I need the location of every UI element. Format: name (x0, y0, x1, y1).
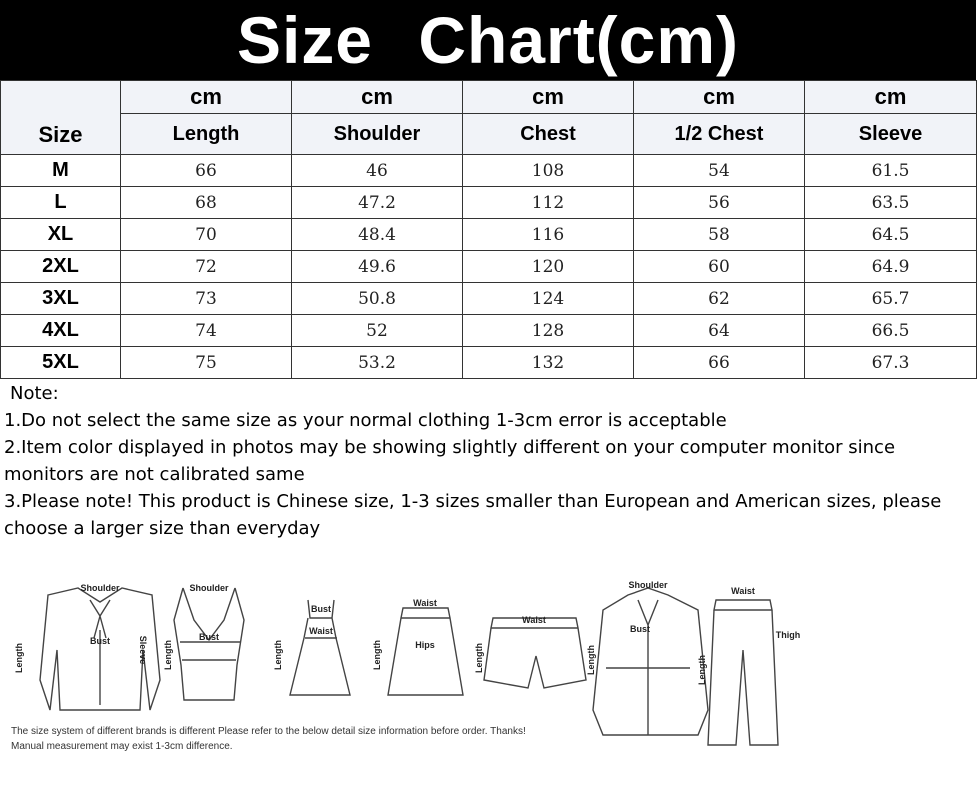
table-cell: 70 (121, 219, 292, 251)
table-cell: 63.5 (805, 187, 977, 219)
label-bust-dress: Bust (311, 604, 331, 614)
unit-row (1, 81, 977, 114)
notes-title: Note: (10, 383, 59, 404)
notes (4, 380, 969, 542)
label-waist-skirt: Waist (413, 598, 437, 608)
table-cell: 60 (634, 251, 805, 283)
table-cell: 58 (634, 219, 805, 251)
table-cell: 66 (121, 155, 292, 187)
table-cell: 120 (463, 251, 634, 283)
trousers-illustration (708, 600, 778, 745)
size-label: L (1, 187, 121, 219)
size-column-header: Size (1, 81, 121, 155)
table-cell: 62 (634, 283, 805, 315)
coat-illustration (593, 588, 708, 735)
column-header-half-chest: 1/2 Chest (634, 114, 805, 155)
unit-header: cm (463, 81, 634, 114)
size-label: 2XL (1, 251, 121, 283)
unit-header: cm (121, 81, 292, 114)
label-length-trousers: Length (697, 655, 707, 685)
size-label: 4XL (1, 315, 121, 347)
label-shoulder-coat: Shoulder (628, 580, 668, 590)
table-cell: 75 (121, 347, 292, 379)
table-cell: 124 (463, 283, 634, 315)
table-cell: 53.2 (292, 347, 463, 379)
table-row (1, 187, 977, 219)
label-shoulder: Shoulder (80, 583, 120, 593)
table-cell: 67.3 (805, 347, 977, 379)
table-cell: 116 (463, 219, 634, 251)
size-label: M (1, 155, 121, 187)
diagram-caption-line2: Manual measurement may exist 1-3cm difference. (11, 741, 233, 752)
size-label: XL (1, 219, 121, 251)
table-cell: 61.5 (805, 155, 977, 187)
page-title: Size Chart(cm) (236, 3, 740, 77)
column-name-row (1, 114, 977, 155)
label-shoulder-tank: Shoulder (189, 583, 229, 593)
label-waist-shorts: Waist (522, 615, 546, 625)
label-hips: Hips (415, 640, 435, 650)
label-length-tank: Length (163, 640, 173, 670)
size-table (0, 80, 977, 379)
measurement-diagram (8, 560, 801, 760)
unit-header: cm (634, 81, 805, 114)
label-length-coat: Length (586, 645, 596, 675)
table-cell: 52 (292, 315, 463, 347)
column-header-shoulder: Shoulder (292, 114, 463, 155)
label-bust-coat: Bust (630, 624, 650, 634)
label-length-dress: Length (273, 640, 283, 670)
label-waist-dress: Waist (309, 626, 333, 636)
column-header-chest: Chest (463, 114, 634, 155)
table-row (1, 315, 977, 347)
table-cell: 50.8 (292, 283, 463, 315)
table-cell: 48.4 (292, 219, 463, 251)
note-item: 2.Item color displayed in photos may be showing slightly different on your computer monitor since monitors are not calibrated same (4, 437, 896, 485)
note-item: 3.Please note! This product is Chinese size, 1-3 sizes smaller than European and American sizes, please choose a larger size than everyday (4, 491, 942, 539)
table-cell: 112 (463, 187, 634, 219)
column-header-length: Length (121, 114, 292, 155)
table-cell: 66.5 (805, 315, 977, 347)
tank-illustration (174, 588, 244, 700)
table-cell: 132 (463, 347, 634, 379)
table-cell: 65.7 (805, 283, 977, 315)
table-row (1, 219, 977, 251)
shorts-illustration (484, 618, 586, 688)
table-cell: 68 (121, 187, 292, 219)
table-cell: 64.5 (805, 219, 977, 251)
label-length-shorts: Length (474, 643, 484, 673)
table-cell: 47.2 (292, 187, 463, 219)
table-cell: 49.6 (292, 251, 463, 283)
title-bar (0, 0, 976, 80)
table-row (1, 283, 977, 315)
label-thigh: Thigh (775, 630, 801, 640)
table-cell: 56 (634, 187, 805, 219)
label-length-skirt: Length (372, 640, 382, 670)
table-row (1, 347, 977, 379)
label-sleeve: Sleeve (138, 635, 148, 665)
label-bust: Bust (90, 636, 110, 646)
size-label: 5XL (1, 347, 121, 379)
table-cell: 64.9 (805, 251, 977, 283)
table-cell: 74 (121, 315, 292, 347)
table-cell: 73 (121, 283, 292, 315)
label-bust-tank: Bust (199, 632, 219, 642)
dress-illustration (290, 600, 350, 695)
table-cell: 108 (463, 155, 634, 187)
label-length: Length (14, 643, 24, 673)
table-cell: 72 (121, 251, 292, 283)
label-waist-trousers: Waist (731, 586, 755, 596)
table-cell: 46 (292, 155, 463, 187)
table-cell: 66 (634, 347, 805, 379)
table-row (1, 155, 977, 187)
table-cell: 128 (463, 315, 634, 347)
table-cell: 64 (634, 315, 805, 347)
size-label: 3XL (1, 283, 121, 315)
unit-header: cm (805, 81, 977, 114)
table-row (1, 251, 977, 283)
skirt-illustration (388, 608, 463, 695)
table-cell: 54 (634, 155, 805, 187)
note-item: 1.Do not select the same size as your normal clothing 1-3cm error is acceptable (4, 410, 727, 431)
unit-header: cm (292, 81, 463, 114)
diagram-caption-line1: The size system of different brands is different Please refer to the below detail size information before order. Thanks! (11, 726, 526, 737)
column-header-sleeve: Sleeve (805, 114, 977, 155)
